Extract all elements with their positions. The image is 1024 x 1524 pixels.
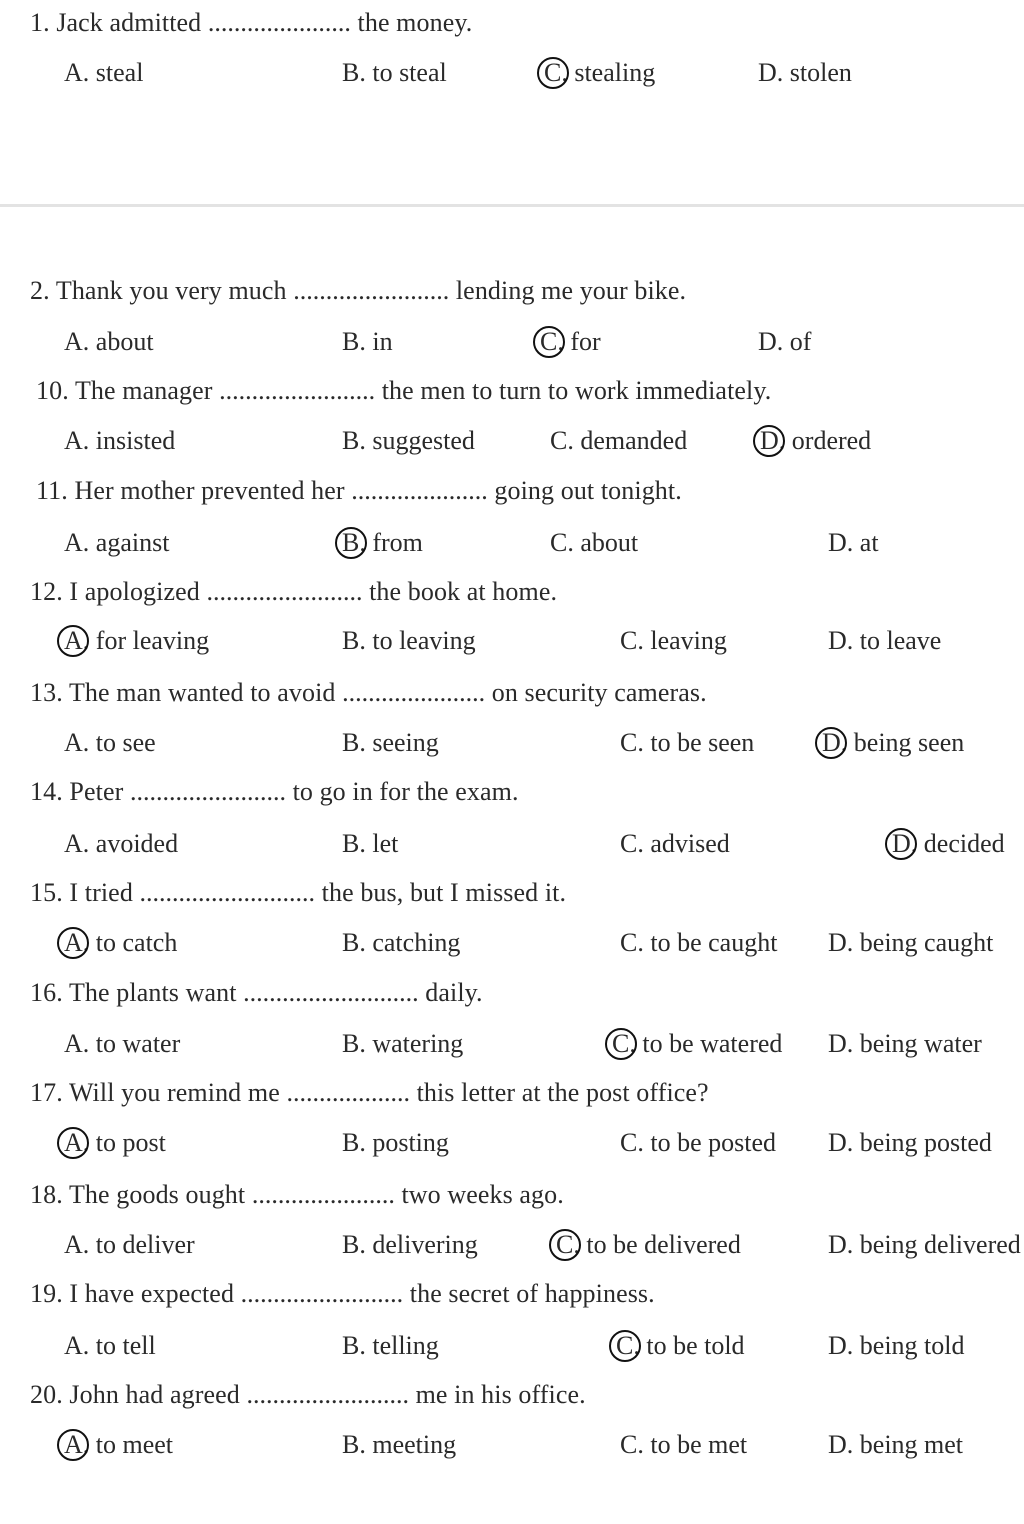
option-c bbox=[620, 1430, 747, 1460]
question-text bbox=[30, 678, 707, 708]
option-text: ordered bbox=[791, 426, 872, 455]
option-letter: C. bbox=[620, 728, 644, 757]
answer-blank: ........................... bbox=[139, 878, 316, 907]
option-letter: C. bbox=[620, 928, 644, 957]
option-text: steal bbox=[95, 58, 144, 87]
answer-blank: ......................... bbox=[240, 1279, 404, 1308]
option-text: to leave bbox=[859, 626, 942, 655]
option-letter: B. bbox=[342, 1029, 366, 1058]
question-stem-after: to go in for the exam. bbox=[292, 777, 519, 806]
option-a-selected bbox=[64, 1128, 166, 1158]
question-text bbox=[30, 1180, 564, 1210]
option-b bbox=[342, 626, 476, 656]
option-letter: D. bbox=[828, 1230, 854, 1259]
option-text: suggested bbox=[372, 426, 475, 455]
option-text: to water bbox=[95, 1029, 181, 1058]
answer-blank: ................... bbox=[286, 1078, 410, 1107]
option-b bbox=[342, 426, 475, 456]
option-a bbox=[64, 528, 169, 558]
question-stem-before: John had agreed bbox=[69, 1380, 240, 1409]
question-number: 15. bbox=[30, 878, 63, 907]
question-stem-before: The goods ought bbox=[68, 1180, 246, 1209]
option-text: to deliver bbox=[95, 1230, 195, 1259]
option-text: for leaving bbox=[95, 626, 210, 655]
question-text bbox=[30, 276, 686, 306]
option-letter: A. bbox=[64, 728, 90, 757]
question-stem-after: two weeks ago. bbox=[401, 1180, 564, 1209]
question-text bbox=[30, 1078, 709, 1108]
option-c bbox=[550, 528, 638, 558]
option-d bbox=[828, 1128, 992, 1158]
option-text: against bbox=[95, 528, 170, 557]
answer-circle-mark: D. bbox=[892, 829, 918, 858]
question-text bbox=[30, 978, 483, 1008]
option-b-selected bbox=[342, 528, 423, 558]
option-letter: B. bbox=[342, 1230, 366, 1259]
option-letter: B. bbox=[342, 58, 366, 87]
question-number: 17. bbox=[30, 1078, 63, 1107]
option-text: to post bbox=[95, 1128, 166, 1157]
answer-blank: ...................... bbox=[342, 678, 486, 707]
option-text: to tell bbox=[95, 1331, 156, 1360]
option-letter: D. bbox=[828, 1029, 854, 1058]
option-letter: A. bbox=[64, 426, 90, 455]
option-letter: D. bbox=[828, 626, 854, 655]
option-d bbox=[828, 528, 879, 558]
option-letter: A. bbox=[64, 829, 90, 858]
option-text: to be met bbox=[650, 1430, 748, 1459]
option-letter: B. bbox=[342, 829, 366, 858]
option-c bbox=[620, 1128, 776, 1158]
answer-circle-mark: C. bbox=[544, 58, 568, 87]
option-c bbox=[620, 928, 777, 958]
option-letter: D. bbox=[828, 1331, 854, 1360]
option-b bbox=[342, 728, 439, 758]
answer-circle-mark: A. bbox=[64, 1128, 90, 1157]
question-stem-before: Peter bbox=[69, 777, 124, 806]
question-stem-before: The plants want bbox=[68, 978, 237, 1007]
option-d-selected bbox=[760, 426, 871, 456]
option-letter: D. bbox=[758, 58, 784, 87]
option-letter: B. bbox=[342, 1331, 366, 1360]
option-text: to be posted bbox=[650, 1128, 776, 1157]
answer-circle-mark: A. bbox=[64, 626, 90, 655]
question-stem-before: Thank you very much bbox=[55, 276, 287, 305]
answer-blank: ........................ bbox=[219, 376, 376, 405]
question-stem-before: The man wanted to avoid bbox=[68, 678, 336, 707]
option-text: being water bbox=[859, 1029, 982, 1058]
question-text bbox=[30, 878, 566, 908]
option-letter: A. bbox=[64, 1331, 90, 1360]
option-text: about bbox=[95, 327, 154, 356]
option-b bbox=[342, 1430, 456, 1460]
question-stem-before: Will you remind me bbox=[68, 1078, 280, 1107]
option-letter: A. bbox=[64, 58, 90, 87]
option-d bbox=[828, 1331, 965, 1361]
answer-circle-mark: A. bbox=[64, 1430, 90, 1459]
answer-circle-mark: D. bbox=[822, 728, 848, 757]
option-a bbox=[64, 728, 156, 758]
option-text: in bbox=[372, 327, 393, 356]
option-c-selected bbox=[544, 58, 655, 88]
question-text bbox=[30, 8, 472, 38]
option-letter: D. bbox=[828, 528, 854, 557]
option-c bbox=[620, 626, 727, 656]
question-stem-after: the money. bbox=[357, 8, 473, 37]
question-number: 18. bbox=[30, 1180, 63, 1209]
option-a bbox=[64, 58, 143, 88]
answer-blank: ........................ bbox=[293, 276, 450, 305]
option-letter: B. bbox=[342, 327, 366, 356]
question-stem-before: I apologized bbox=[69, 577, 200, 606]
question-number: 14. bbox=[30, 777, 63, 806]
question-number: 13. bbox=[30, 678, 63, 707]
option-b bbox=[342, 1331, 439, 1361]
question-number: 20. bbox=[30, 1380, 63, 1409]
option-c-selected bbox=[556, 1230, 741, 1260]
option-d bbox=[828, 1430, 963, 1460]
option-b bbox=[342, 1230, 478, 1260]
question-text bbox=[30, 577, 557, 607]
question-stem-before: I tried bbox=[69, 878, 133, 907]
answer-blank: ......................... bbox=[246, 1380, 409, 1409]
option-text: being met bbox=[859, 1430, 964, 1459]
question-stem-before: Jack admitted bbox=[56, 8, 202, 37]
option-d-selected bbox=[892, 829, 1005, 859]
option-b bbox=[342, 327, 393, 357]
option-d-selected bbox=[822, 728, 964, 758]
option-letter: C. bbox=[550, 426, 574, 455]
answer-circle-mark: B. bbox=[342, 528, 366, 557]
option-a bbox=[64, 327, 154, 357]
question-stem-after: me in his office. bbox=[415, 1380, 586, 1409]
option-c-selected bbox=[612, 1029, 782, 1059]
option-d bbox=[828, 1029, 982, 1059]
option-letter: B. bbox=[342, 426, 366, 455]
option-c-selected bbox=[540, 327, 601, 357]
option-text: insisted bbox=[95, 426, 176, 455]
option-a-selected bbox=[64, 1430, 173, 1460]
option-letter: A. bbox=[64, 1029, 90, 1058]
answer-blank: ..................... bbox=[351, 476, 488, 505]
question-stem-after: daily. bbox=[425, 978, 483, 1007]
option-a bbox=[64, 829, 178, 859]
question-stem-after: the bus, but I missed it. bbox=[321, 878, 567, 907]
option-letter: C. bbox=[620, 829, 644, 858]
answer-circle-mark: C. bbox=[556, 1230, 580, 1259]
section-divider bbox=[0, 204, 1024, 207]
question-text bbox=[36, 376, 771, 406]
question-text bbox=[36, 476, 682, 506]
option-letter: D. bbox=[828, 1128, 854, 1157]
option-letter: D. bbox=[828, 1430, 854, 1459]
question-stem-after: this letter at the post office? bbox=[416, 1078, 709, 1107]
option-text: let bbox=[372, 829, 399, 858]
option-text: demanded bbox=[580, 426, 688, 455]
option-d bbox=[828, 1230, 1021, 1260]
option-text: to be seen bbox=[650, 728, 755, 757]
option-letter: B. bbox=[342, 1128, 366, 1157]
answer-circle-mark: D. bbox=[760, 426, 786, 455]
option-a bbox=[64, 1230, 195, 1260]
answer-blank: ...................... bbox=[251, 1180, 395, 1209]
option-letter: A. bbox=[64, 1230, 90, 1259]
option-a bbox=[64, 1331, 156, 1361]
option-text: to be told bbox=[646, 1331, 745, 1360]
question-stem-after: the men to turn to work immediately. bbox=[381, 376, 772, 405]
option-text: to be caught bbox=[650, 928, 778, 957]
option-text: at bbox=[859, 528, 879, 557]
option-a-selected bbox=[64, 626, 209, 656]
answer-blank: ........................ bbox=[129, 777, 286, 806]
option-b bbox=[342, 928, 460, 958]
question-stem-before: I have expected bbox=[69, 1279, 235, 1308]
option-text: telling bbox=[372, 1331, 439, 1360]
answer-blank: ........................... bbox=[243, 978, 419, 1007]
option-text: to be delivered bbox=[586, 1230, 741, 1259]
option-text: advised bbox=[650, 829, 730, 858]
option-c bbox=[620, 728, 754, 758]
option-letter: A. bbox=[64, 327, 90, 356]
question-text bbox=[30, 1380, 586, 1410]
option-text: delivering bbox=[372, 1230, 478, 1259]
question-number: 1. bbox=[30, 8, 50, 37]
option-text: meeting bbox=[372, 1430, 457, 1459]
option-c bbox=[550, 426, 687, 456]
option-letter: C. bbox=[620, 626, 644, 655]
option-d bbox=[758, 327, 811, 357]
option-text: being told bbox=[859, 1331, 965, 1360]
answer-circle-mark: C. bbox=[540, 327, 564, 356]
option-text: about bbox=[580, 528, 639, 557]
question-stem-before: Her mother prevented her bbox=[74, 476, 345, 505]
question-number: 2. bbox=[30, 276, 50, 305]
option-text: decided bbox=[923, 829, 1005, 858]
question-number: 19. bbox=[30, 1279, 63, 1308]
option-letter: D. bbox=[758, 327, 784, 356]
option-letter: B. bbox=[342, 1430, 366, 1459]
option-text: stealing bbox=[574, 58, 656, 87]
option-a-selected bbox=[64, 928, 177, 958]
answer-circle-mark: C. bbox=[612, 1029, 636, 1058]
question-number: 12. bbox=[30, 577, 63, 606]
answer-circle-mark: C. bbox=[616, 1331, 640, 1360]
option-text: being caught bbox=[859, 928, 994, 957]
answer-blank: ...................... bbox=[207, 8, 351, 37]
option-text: being posted bbox=[859, 1128, 992, 1157]
option-text: to steal bbox=[372, 58, 447, 87]
option-a bbox=[64, 426, 175, 456]
option-text: for bbox=[570, 327, 601, 356]
question-stem-after: on security cameras. bbox=[491, 678, 707, 707]
option-letter: D. bbox=[828, 928, 854, 957]
option-text: being delivered bbox=[859, 1230, 1021, 1259]
option-letter: C. bbox=[550, 528, 574, 557]
option-letter: B. bbox=[342, 728, 366, 757]
option-letter: C. bbox=[620, 1430, 644, 1459]
option-text: being seen bbox=[853, 728, 965, 757]
question-stem-after: the secret of happiness. bbox=[409, 1279, 655, 1308]
option-letter: A. bbox=[64, 528, 90, 557]
question-text bbox=[30, 1279, 655, 1309]
option-text: watering bbox=[372, 1029, 464, 1058]
option-d bbox=[828, 928, 993, 958]
option-letter: B. bbox=[342, 626, 366, 655]
option-text: catching bbox=[372, 928, 461, 957]
option-text: to see bbox=[95, 728, 156, 757]
option-text: from bbox=[372, 528, 423, 557]
option-d bbox=[828, 626, 941, 656]
question-stem-after: the book at home. bbox=[369, 577, 558, 606]
option-c-selected bbox=[616, 1331, 745, 1361]
option-text: to catch bbox=[95, 928, 178, 957]
option-letter: B. bbox=[342, 928, 366, 957]
question-text bbox=[30, 777, 519, 807]
option-text: of bbox=[789, 327, 812, 356]
option-text: leaving bbox=[650, 626, 727, 655]
answer-blank: ........................ bbox=[206, 577, 363, 606]
option-text: seeing bbox=[372, 728, 439, 757]
option-d bbox=[758, 58, 852, 88]
question-stem-after: going out tonight. bbox=[494, 476, 682, 505]
option-text: to be watered bbox=[642, 1029, 783, 1058]
question-stem-after: lending me your bike. bbox=[455, 276, 687, 305]
question-number: 11. bbox=[36, 476, 68, 505]
question-number: 16. bbox=[30, 978, 63, 1007]
answer-circle-mark: A. bbox=[64, 928, 90, 957]
option-text: to leaving bbox=[372, 626, 476, 655]
question-stem-before: The manager bbox=[74, 376, 213, 405]
option-text: avoided bbox=[95, 829, 179, 858]
option-b bbox=[342, 829, 398, 859]
option-b bbox=[342, 1128, 449, 1158]
option-a bbox=[64, 1029, 180, 1059]
option-text: posting bbox=[372, 1128, 449, 1157]
option-text: to meet bbox=[95, 1430, 174, 1459]
option-c bbox=[620, 829, 730, 859]
question-number: 10. bbox=[36, 376, 69, 405]
option-b bbox=[342, 58, 447, 88]
option-text: stolen bbox=[789, 58, 852, 87]
option-letter: C. bbox=[620, 1128, 644, 1157]
option-b bbox=[342, 1029, 463, 1059]
